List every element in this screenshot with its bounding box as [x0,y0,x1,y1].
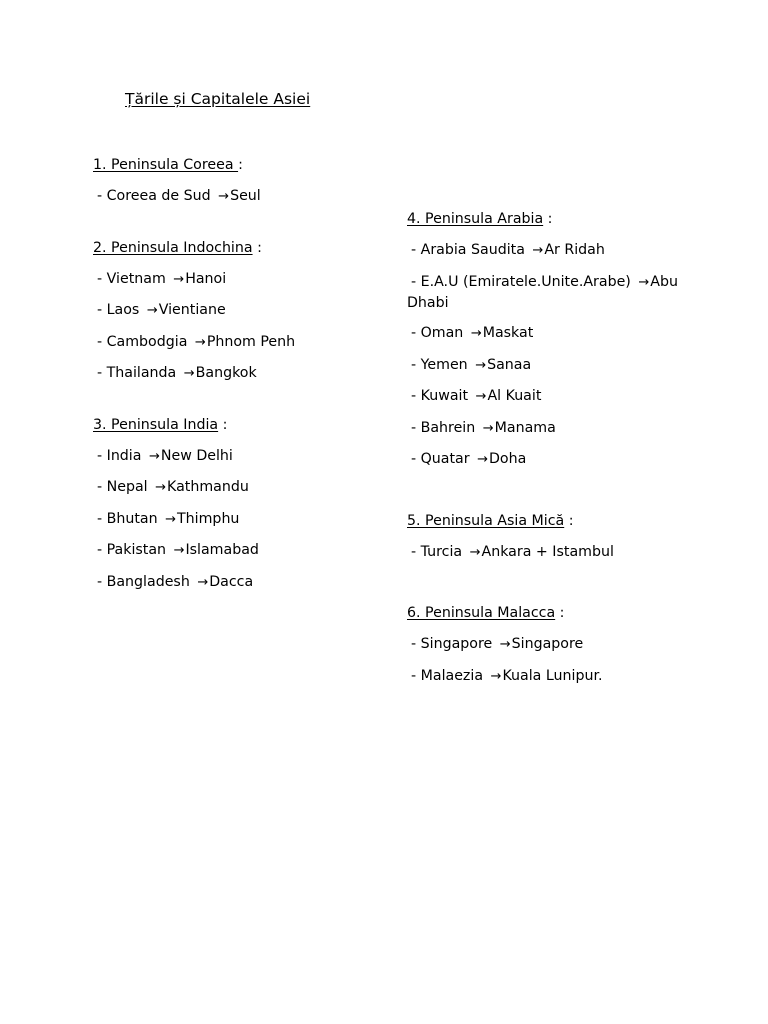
country-name: - Bangladesh [97,573,195,590]
section-heading [407,603,697,623]
arrow-right-icon: → [490,668,502,684]
section-heading-text: 5. Peninsula Asia Mică [407,512,565,529]
page-title: Țările și Capitalele Asiei [125,90,311,108]
section-spacer [93,218,393,238]
section-heading-text: 6. Peninsula Malacca [407,605,556,621]
capital-name: Seul [230,188,261,204]
country-name: - Laos [97,302,144,318]
capital-name: Al Kuait [487,388,542,404]
capital-name: Sanaa [487,356,532,373]
section-heading-colon: : [252,239,262,256]
list-item [407,272,697,313]
section-arabia [407,209,697,470]
arrow-right-icon: → [165,511,177,527]
list-item [93,509,393,530]
country-name: - E.A.U (Emiratele.Unite.Arabe) [411,273,636,290]
section-heading-text: 2. Peninsula Indochina [93,239,253,256]
section-heading-text: 1. Peninsula Coreea [93,157,239,173]
capital-name: Thimphu [177,510,240,527]
country-name: - Pakistan [97,542,171,558]
capital-name: Hanoi [185,270,227,287]
arrow-right-icon: → [146,303,158,318]
list-item [407,355,697,376]
arrow-right-icon: → [148,448,160,464]
country-name: - India [97,447,146,464]
section-asia-mica [407,511,697,563]
list-item [407,666,697,687]
capital-name: Vientiane [158,302,226,318]
list-item [93,363,393,384]
section-coreea [93,155,393,207]
list-item [407,449,697,470]
country-name: - Arabia Saudita [411,242,530,258]
country-name: - Bahrein [411,419,480,436]
list-item [407,240,697,261]
country-name: - Bhutan [97,510,163,527]
capital-name: Singapore [511,636,584,652]
capital-name: Ankara + Istambul [481,543,614,560]
country-name: - Oman [411,325,468,341]
arrow-right-icon: → [482,420,494,436]
section-heading-colon: : [564,512,574,529]
arrow-right-icon: → [470,326,482,341]
country-name: - Yemen [411,356,473,373]
country-name: - Thailanda [97,365,181,381]
country-name: - Kuwait [411,388,473,404]
list-item [407,386,697,407]
arrow-right-icon: → [532,243,544,258]
arrow-right-icon: → [173,271,185,287]
right-column [407,209,697,697]
section-heading-colon: : [218,416,228,433]
section-heading [407,209,697,229]
list-item [93,572,393,593]
country-name: - Cambodgia [97,333,192,350]
capital-name: Kuala Lunipur. [502,667,603,684]
capital-name: Doha [489,451,527,467]
country-name: - Vietnam [97,270,171,287]
section-heading [93,155,393,175]
arrow-right-icon: → [197,574,209,590]
section-heading [93,238,393,258]
capital-name: Islamabad [185,542,259,558]
capital-name: Abu Dhabi [407,273,678,311]
section-heading [407,511,697,531]
arrow-right-icon: → [218,189,230,204]
country-name: - Nepal [97,479,153,495]
country-name: - Turcia [411,543,467,560]
section-spacer [407,573,697,603]
list-item [93,300,393,321]
list-item [407,634,697,655]
country-name: - Quatar [411,451,475,467]
section-malacca [407,603,697,687]
arrow-right-icon: → [638,274,650,290]
list-item [407,418,697,439]
country-name: - Coreea de Sud [97,188,216,204]
list-item [93,269,393,290]
arrow-right-icon: → [183,366,195,381]
capital-name: Maskat [482,325,534,341]
list-item [93,446,393,467]
arrow-right-icon: → [173,543,185,558]
capital-name: Bangkok [195,365,257,381]
section-indochina [93,238,393,385]
capital-name: Dacca [209,573,254,590]
capital-name: Ar Ridah [544,242,605,258]
list-item [93,186,393,207]
country-name: - Malaezia [411,667,488,684]
arrow-right-icon: → [469,544,481,560]
list-item [407,542,697,563]
list-item [407,323,697,344]
arrow-right-icon: → [194,334,206,350]
section-spacer [407,481,697,511]
left-column [93,155,393,603]
list-item [93,332,393,353]
section-heading-text: 4. Peninsula Arabia [407,211,544,227]
list-item [93,540,393,561]
arrow-right-icon: → [477,452,488,467]
arrow-right-icon: → [499,637,511,652]
section-spacer [93,395,393,415]
section-heading-colon: : [238,157,243,173]
arrow-right-icon: → [475,389,487,404]
section-india [93,415,393,593]
section-heading [93,415,393,435]
section-heading-colon: : [543,211,553,227]
country-name: - Singapore [411,636,497,652]
section-heading-colon: : [555,605,565,621]
capital-name: Kathmandu [167,479,249,495]
arrow-right-icon: → [155,480,167,495]
list-item [93,477,393,498]
capital-name: Phnom Penh [206,333,296,350]
capital-name: New Delhi [160,447,233,464]
capital-name: Manama [494,419,556,436]
section-heading-text: 3. Peninsula India [93,416,219,433]
arrow-right-icon: → [475,357,487,373]
